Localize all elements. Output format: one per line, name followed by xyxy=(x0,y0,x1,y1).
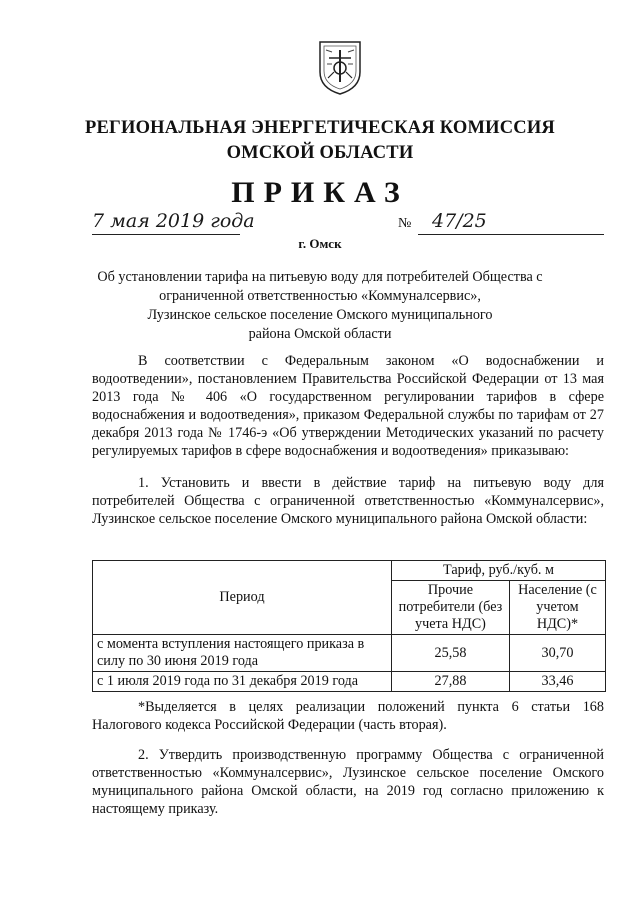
cell-population: 33,46 xyxy=(509,672,605,692)
tariff-table xyxy=(92,560,606,692)
table-row xyxy=(93,635,606,672)
handwritten-number: 47/25 xyxy=(432,210,487,232)
subject-line: Об установлении тарифа на питьевую воду для потребителей Общества с xyxy=(97,269,543,285)
footnote: *Выделяется в целях реализации положений пункта 6 статьи 168 Налогового кодекса Российской Федерации (часть вторая). xyxy=(92,699,604,733)
header-other-consumers: Прочие потребители (без учета НДС) xyxy=(392,581,510,635)
header-population: Население (с учетом НДС)* xyxy=(509,581,605,635)
item-2-paragraph: 2. Утвердить производственную программу Общества с ограниченной ответственностью «Коммуналсервис», Лузинское сельское поселение Омского муниципального района Омской области, на 2019 год согласно приложению к настоящему приказу. xyxy=(92,747,604,817)
subject-line: ограниченной ответственностью «Коммуналсервис», xyxy=(159,288,481,304)
header-tariff: Тариф, руб./куб. м xyxy=(392,561,606,581)
cell-period: с момента вступления настоящего приказа в силу по 30 июня 2019 года xyxy=(93,635,392,672)
header-period: Период xyxy=(93,561,392,635)
subject-line: района Омской области xyxy=(248,326,392,342)
handwritten-date: 7 мая 2019 года xyxy=(92,210,255,232)
coat-of-arms-emblem xyxy=(316,38,364,96)
cell-other: 27,88 xyxy=(392,672,510,692)
city: г. Омск xyxy=(298,236,342,251)
order-subject xyxy=(70,268,570,344)
cell-other: 25,58 xyxy=(392,635,510,672)
organization-name-line2: ОМСКОЙ ОБЛАСТИ xyxy=(226,143,414,163)
date-underline xyxy=(92,234,240,235)
cell-population: 30,70 xyxy=(509,635,605,672)
cell-period: с 1 июля 2019 года по 31 декабря 2019 года xyxy=(93,672,392,692)
document-type-title: ПРИКАЗ xyxy=(231,176,409,209)
item-1-paragraph: 1. Установить и ввести в действие тариф на питьевую воду для потребителей Общества с ограниченной ответственностью «Коммуналсервис», Лузинское сельское поселение Омского муниципального района Омской области: xyxy=(92,475,604,527)
number-label: № xyxy=(398,216,412,231)
intro-paragraph: В соответствии с Федеральным законом «О водоснабжении и водоотведении», постановлением Правительства Российской Федерации от 13 мая 2013 года № 406 «О государственном регулировании тарифов в сфере водоснабжения и водоотведения», приказом Федеральной службы по тарифам от 27 декабря 2013 года № 1746-э «Об утверждении Методических указаний по расчету регулируемых тарифов в сфере водоснабжения и водоотведения» приказываю: xyxy=(92,353,604,459)
organization-name-line1: РЕГИОНАЛЬНАЯ ЭНЕРГЕТИЧЕСКАЯ КОМИССИЯ xyxy=(84,118,555,138)
subject-line: Лузинское сельское поселение Омского муниципального xyxy=(147,307,493,323)
table-row xyxy=(93,672,606,692)
number-underline xyxy=(418,234,604,235)
